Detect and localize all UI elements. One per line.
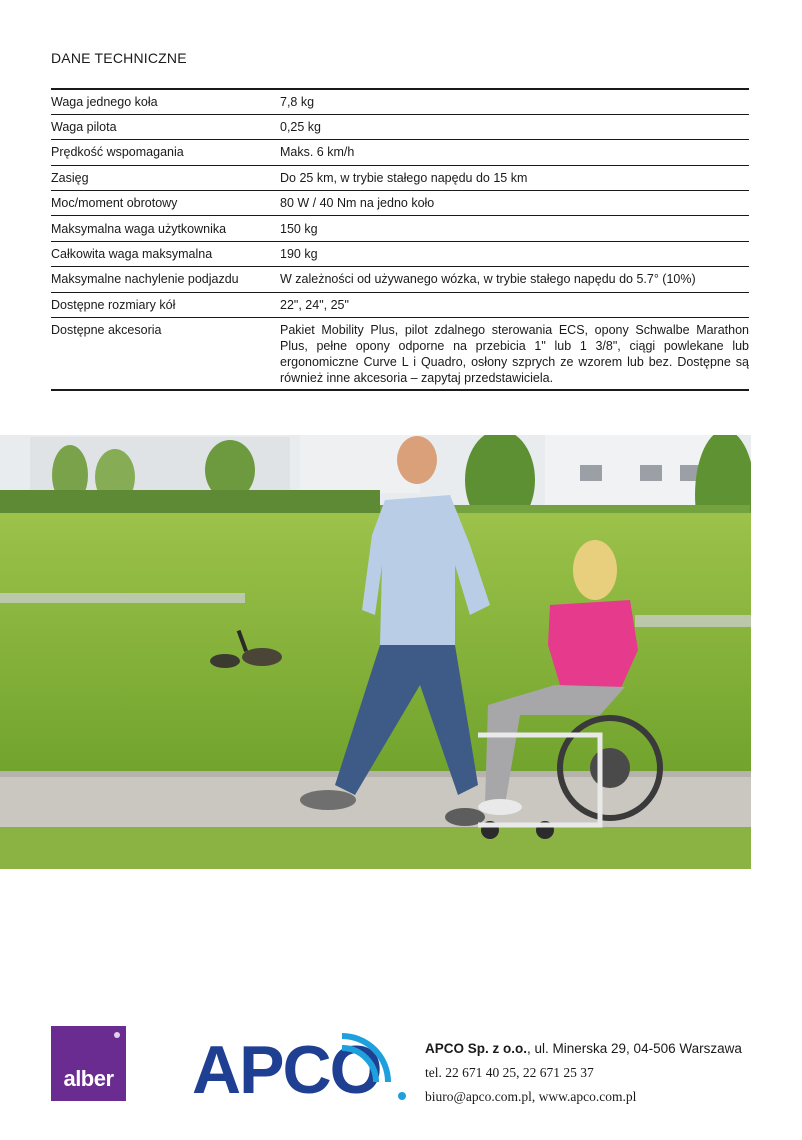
page-title: DANE TECHNICZNE: [51, 50, 187, 66]
logo-dot-icon: [114, 1032, 120, 1038]
spec-label: Waga pilota: [51, 120, 117, 135]
apco-signal-icon: [192, 1020, 412, 1110]
footer: [0, 1020, 802, 1110]
product-photo: [0, 435, 751, 869]
table-row: [51, 216, 749, 241]
spec-label: Dostępne rozmiary kół: [51, 297, 176, 312]
alber-logo: [51, 1026, 126, 1101]
spec-value: Maks. 6 km/h: [280, 145, 355, 160]
table-row: [51, 114, 749, 139]
spec-label: Prędkość wspomagania: [51, 145, 184, 160]
table-row: [51, 292, 749, 317]
table-row: [51, 241, 749, 266]
table-row: [51, 89, 749, 114]
apco-logo: [192, 1020, 412, 1110]
table-row: [51, 165, 749, 190]
spec-value: W zależności od używanego wózka, w trybie stałego napędu do 5.7° (10%): [280, 272, 696, 287]
company-name: APCO Sp. z o.o.: [425, 1041, 528, 1056]
spec-value: 22", 24", 25": [280, 297, 349, 312]
spec-label: Moc/moment obrotowy: [51, 196, 178, 211]
spec-label: Dostępne akcesoria: [51, 323, 162, 338]
spec-label: Maksymalne nachylenie podjazdu: [51, 272, 239, 287]
table-row: [51, 267, 749, 292]
company-address-line: [425, 1037, 742, 1061]
apco-logo-text: APCO: [192, 1032, 381, 1108]
spec-value: Do 25 km, w trybie stałego napędu do 15 km: [280, 170, 528, 185]
table-row: [51, 318, 749, 391]
spec-value: 80 W / 40 Nm na jedno koło: [280, 196, 435, 211]
spec-value: 190 kg: [280, 247, 318, 262]
company-address: , ul. Minerska 29, 04-506 Warszawa: [527, 1041, 742, 1056]
table-row: [51, 191, 749, 216]
spec-label: Waga jednego koła: [51, 94, 158, 109]
spec-value: 0,25 kg: [280, 120, 322, 135]
company-phone: tel. 22 671 40 25, 22 671 25 37: [425, 1065, 594, 1080]
alber-logo-text: alber: [63, 1066, 114, 1091]
company-contact[interactable]: biuro@apco.com.pl, www.apco.com.pl: [425, 1089, 637, 1104]
spec-value: Pakiet Mobility Plus, pilot zdalnego sterowania ECS, opony Schwalbe Marathon Plus, pełne opony odporne na przebicia 1" lub 1 3/8", ciągi powlekane lub ergonomiczne Curve L i Quadro, osłony szprych ze wzorem lub bez. Dostępne są również inne akcesoria – zapytaj przedstawiciela.: [280, 323, 749, 386]
table-row: [51, 140, 749, 165]
spec-label: Zasięg: [51, 170, 89, 185]
company-info: [425, 1037, 742, 1109]
spec-label: Maksymalna waga użytkownika: [51, 221, 227, 236]
spec-value: 7,8 kg: [280, 94, 315, 109]
spec-value: 150 kg: [280, 221, 318, 236]
spec-table: [51, 88, 749, 391]
spec-label: Całkowita waga maksymalna: [51, 247, 213, 262]
